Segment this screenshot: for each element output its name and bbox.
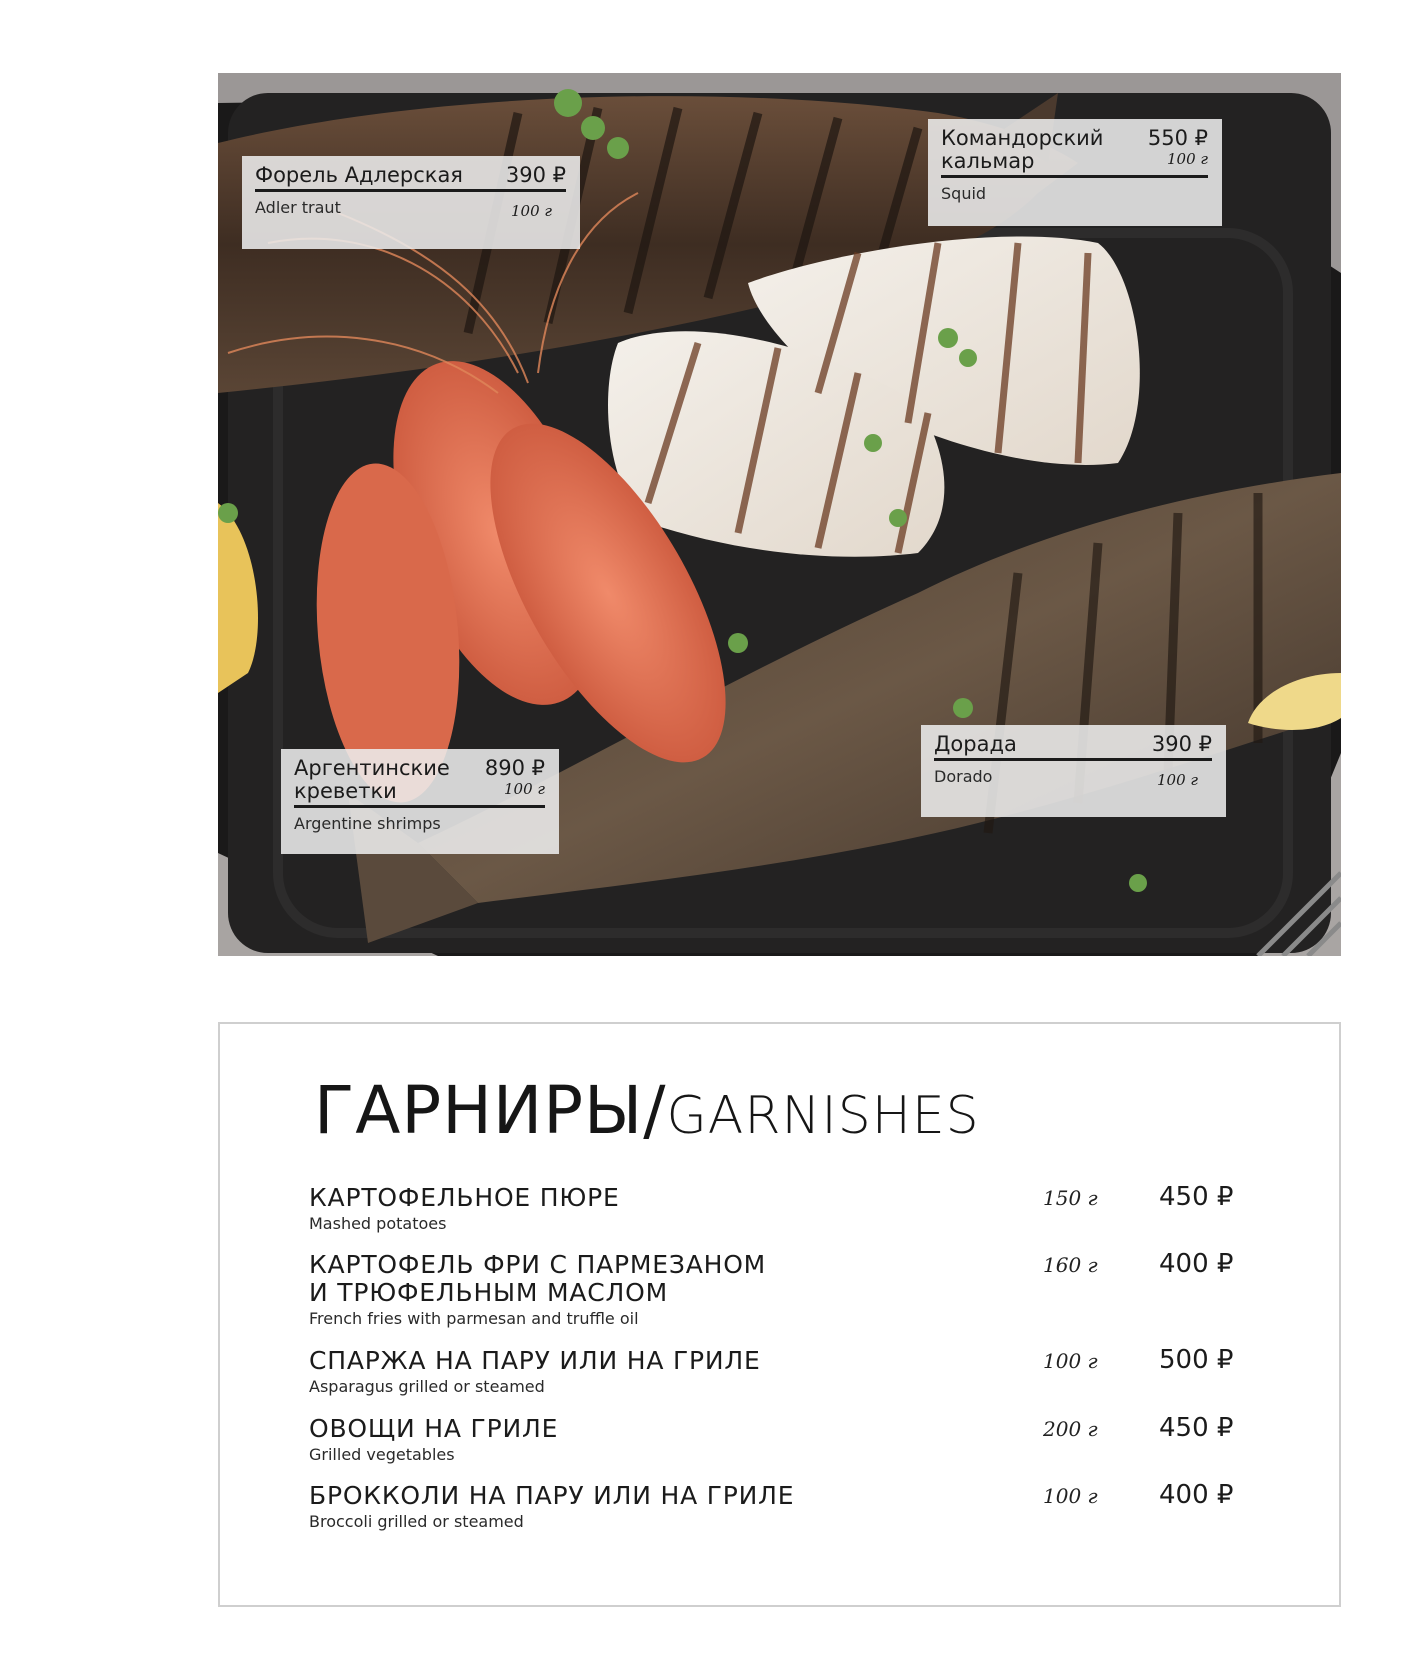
menu-item-price: 400 ₽ (1159, 1480, 1234, 1510)
menu-item-weight: 150 г (1043, 1186, 1098, 1210)
menu-item (309, 1347, 1269, 1398)
menu-item-description: Asparagus grilled or steamed (309, 1377, 545, 1396)
section-heading-ru: ГАРНИРЫ/ (314, 1072, 667, 1149)
dish-name: Форель Адлерская (255, 163, 463, 187)
dish-english-name: Argentine shrimps (294, 814, 441, 833)
menu-item-title-line1: КАРТОФЕЛЬ ФРИ С ПАРМЕЗАНОМ (309, 1250, 767, 1279)
garnishes-section (218, 1022, 1341, 1607)
dish-label-trout (242, 156, 580, 249)
dish-weight: 100 г (1157, 771, 1198, 789)
seafood-photo (218, 73, 1341, 956)
dish-weight: 100 г (504, 780, 545, 798)
dish-price: 390 ₽ (505, 163, 566, 187)
menu-item-price: 500 ₽ (1159, 1345, 1234, 1375)
menu-item-title: КАРТОФЕЛЬНОЕ ПЮРЕ (309, 1183, 620, 1212)
menu-item-description: Broccoli grilled or steamed (309, 1512, 524, 1531)
dish-price: 550 ₽ (1147, 126, 1208, 150)
dish-label-shrimps (281, 749, 559, 854)
menu-item-weight: 200 г (1043, 1417, 1098, 1441)
dish-english-name: Squid (941, 184, 987, 203)
menu-item (309, 1415, 1269, 1466)
dish-price-box (506, 164, 566, 187)
menu-item-price: 450 ₽ (1159, 1413, 1234, 1443)
menu-item-title: ОВОЩИ НА ГРИЛЕ (309, 1414, 559, 1443)
dish-price-box (485, 757, 545, 799)
dish-price-box (1152, 733, 1212, 756)
dish-price: 890 ₽ (484, 756, 545, 780)
dish-label-row (255, 164, 566, 192)
dish-english-name: Dorado (934, 767, 993, 786)
menu-item-title: СПАРЖА НА ПАРУ ИЛИ НА ГРИЛЕ (309, 1346, 761, 1375)
dish-weight: 100 г (1167, 150, 1208, 168)
dish-name: Дорада (934, 732, 1017, 756)
menu-item-description: Grilled vegetables (309, 1445, 455, 1464)
menu-item-description: Mashed potatoes (309, 1214, 447, 1233)
menu-item-title-line2: И ТРЮФЕЛЬНЫМ МАСЛОМ (309, 1278, 668, 1307)
menu-item (309, 1184, 1269, 1235)
section-heading (314, 1072, 980, 1149)
dish-price-box (1148, 127, 1208, 169)
section-heading-en: GARNISHES (666, 1086, 980, 1146)
menu-item-price: 450 ₽ (1159, 1182, 1234, 1212)
dish-label-row (294, 757, 545, 808)
menu-item-weight: 160 г (1043, 1253, 1098, 1277)
menu-item (309, 1482, 1269, 1533)
dish-label-squid (928, 119, 1222, 226)
dish-label-row (941, 127, 1208, 178)
dish-name: Аргентинские креветки (294, 756, 450, 803)
dish-label-dorado (921, 725, 1226, 817)
menu-item (309, 1251, 1269, 1330)
dish-english-name: Adler traut (255, 198, 341, 217)
menu-item-price: 400 ₽ (1159, 1249, 1234, 1279)
dish-name: Командорский кальмар (941, 126, 1104, 173)
menu-item-description: French fries with parmesan and truffle oil (309, 1309, 639, 1328)
menu-item-title: БРОККОЛИ НА ПАРУ ИЛИ НА ГРИЛЕ (309, 1481, 795, 1510)
dish-weight: 100 г (511, 202, 552, 220)
menu-item-weight: 100 г (1043, 1484, 1098, 1508)
dish-label-row (934, 733, 1212, 761)
menu-item-weight: 100 г (1043, 1349, 1098, 1373)
dish-price: 390 ₽ (1151, 732, 1212, 756)
